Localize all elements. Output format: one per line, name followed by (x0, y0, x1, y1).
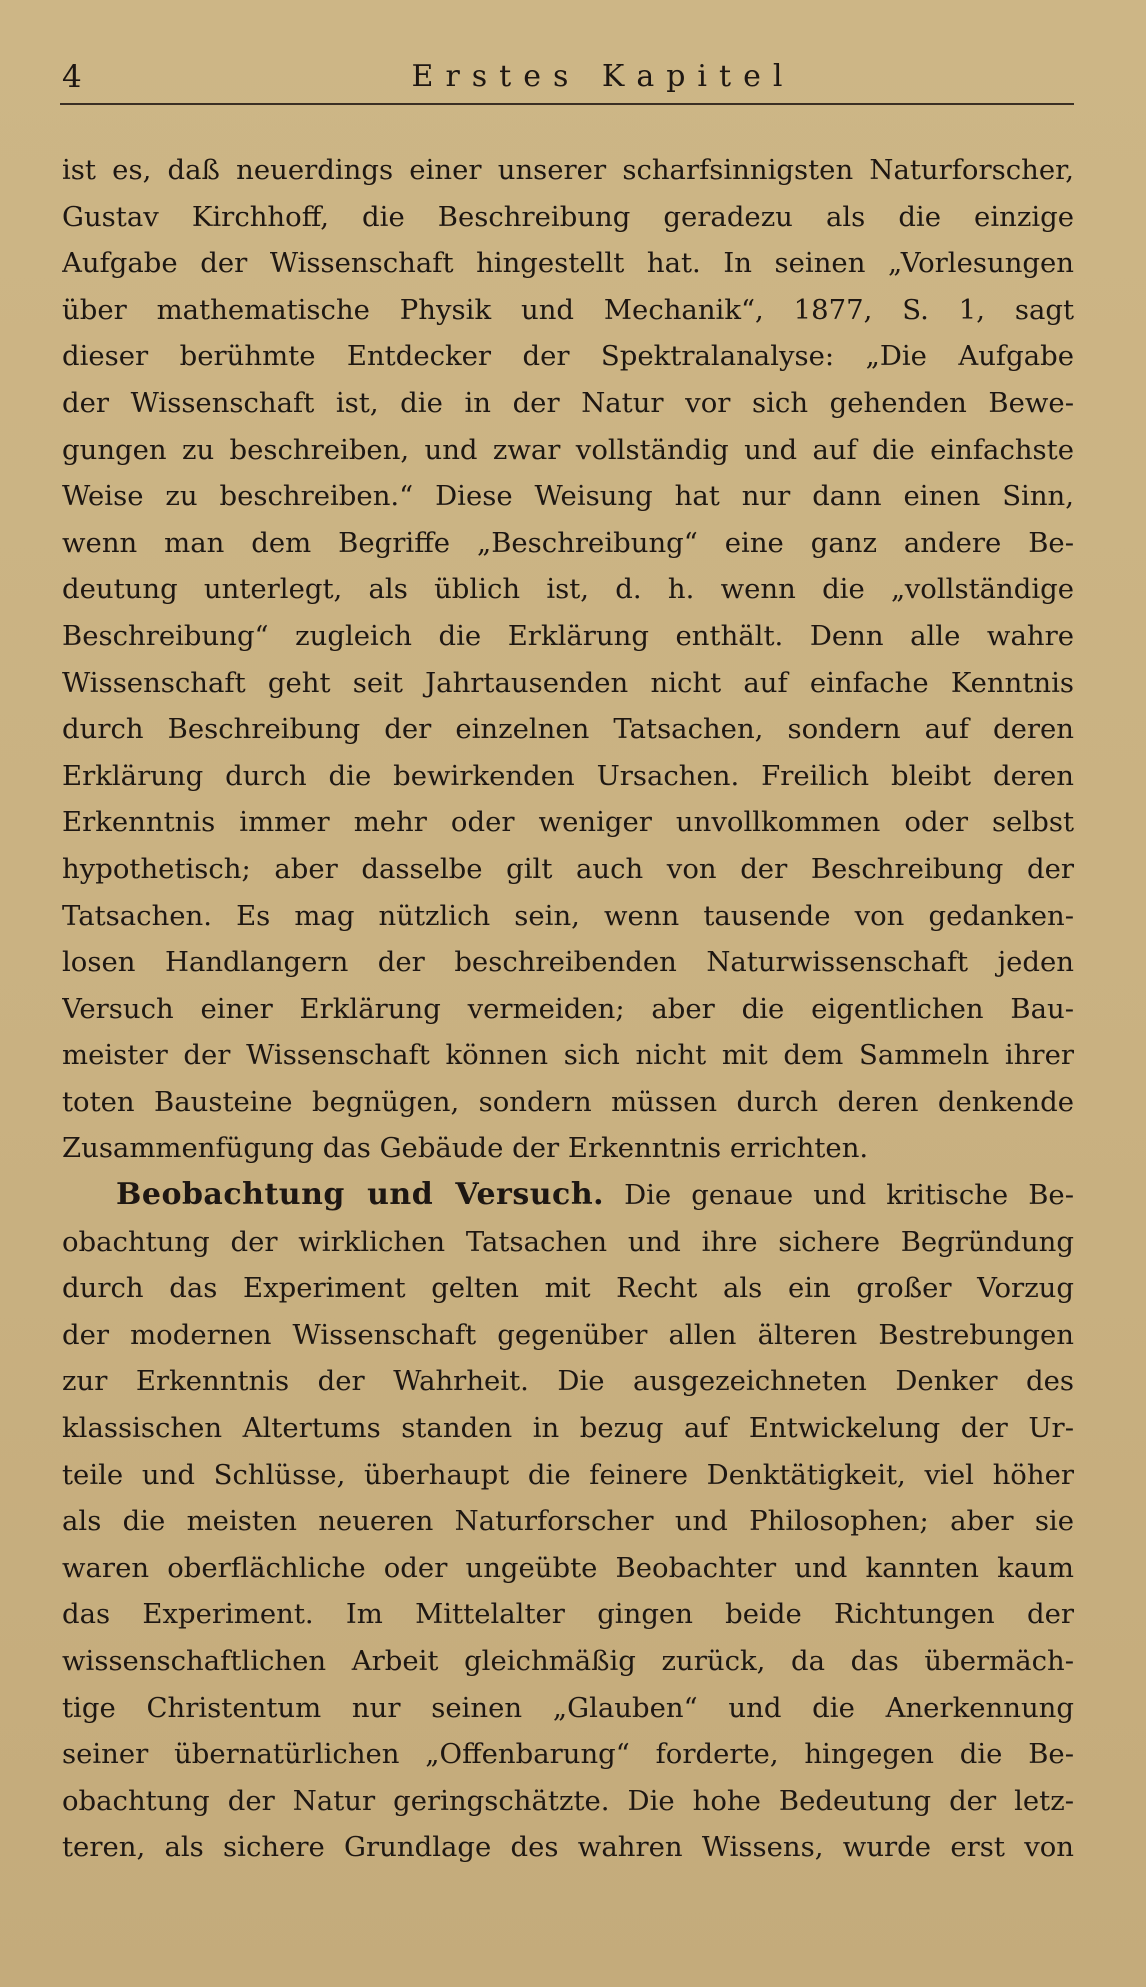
text-line: durch Beschreibung der einzelnen Tatsachen, sondern auf deren (62, 713, 1074, 746)
text-line: Tatsachen. Es mag nützlich sein, wenn tausende von gedanken- (62, 899, 1074, 932)
text-line: Versuch einer Erklärung vermeiden; aber die eigentlichen Bau- (62, 992, 1074, 1025)
text-line: obachtung der Natur geringschätzte. Die hohe Bedeutung der letz- (62, 1784, 1074, 1817)
text-line: ist es, daß neuerdings einer unserer scharfsinnigsten Naturforscher, (62, 154, 1074, 186)
text-line: Erkenntnis immer mehr oder weniger unvollkommen oder selbst (62, 806, 1074, 839)
text-line: dieser berühmte Entdecker der Spektralanalyse: „Die Aufgabe (62, 340, 1074, 373)
text-line: toten Bausteine begnügen, sondern müssen durch deren denkende (62, 1085, 1074, 1118)
running-head (62, 58, 1074, 102)
text-line: deutung unterlegt, als üblich ist, d. h. wenn die „vollständige (62, 573, 1074, 606)
text-line: der modernen Wissenschaft gegenüber allen älteren Bestrebungen (62, 1318, 1074, 1351)
text-line: meister der Wissenschaft können sich nicht mit dem Sammeln ihrer (62, 1039, 1074, 1072)
text-line: durch das Experiment gelten mit Recht als ein großer Vorzug (62, 1272, 1074, 1305)
text-line: losen Handlangern der beschreibenden Naturwissenschaft jeden (62, 946, 1074, 979)
page-number: 4 (62, 59, 82, 95)
text-line: seiner übernatürlichen „Offenbarung“ forderte, hingegen die Be- (62, 1738, 1074, 1771)
text-line: klassischen Altertums standen in bezug auf Entwickelung der Ur- (62, 1412, 1074, 1445)
text-line: teile und Schlüsse, überhaupt die feinere Denktätigkeit, viel höher (62, 1458, 1074, 1491)
text-line: wissenschaftlichen Arbeit gleichmäßig zurück, da das übermäch- (62, 1645, 1074, 1677)
text-line: Die genaue und kritische Be- (624, 1179, 1074, 1212)
text-line: Wissenschaft geht seit Jahrtausenden nicht auf einfache Kenntnis (62, 666, 1074, 699)
text-line: waren oberflächliche oder ungeübte Beobachter und kannten kaum (62, 1551, 1074, 1584)
text-line: der Wissenschaft ist, die in der Natur vor sich gehenden Bewe- (62, 386, 1074, 419)
text-line: Gustav Kirchhoff, die Beschreibung geradezu als die einzige (62, 200, 1074, 233)
text-line: wenn man dem Begriffe „Beschreibung“ eine ganz andere Be- (62, 526, 1074, 559)
text-line: hypothetisch; aber dasselbe gilt auch von der Beschreibung der (62, 852, 1074, 885)
text-line: tige Christentum nur seinen „Glauben“ und die Anerkennung (62, 1691, 1074, 1724)
text-line: Beschreibung“ zugleich die Erklärung enthält. Denn alle wahre (62, 619, 1074, 652)
text-line: teren, als sichere Grundlage des wahren Wissens, wurde erst von (62, 1831, 1074, 1864)
text-line: als die meisten neueren Naturforscher und Philosophen; aber sie (62, 1505, 1074, 1538)
text-line: Zusammenfügung das Gebäude der Erkenntnis errichten. (62, 1132, 869, 1165)
text-line: über mathematische Physik und Mechanik“, 1877, S. 1, sagt (62, 293, 1074, 326)
text-line: Weise zu beschreiben.“ Diese Weisung hat nur dann einen Sinn, (62, 480, 1074, 513)
header-rule (60, 103, 1074, 105)
text-line: Erklärung durch die bewirkenden Ursachen. Freilich bleibt deren (62, 759, 1074, 792)
text-line: Aufgabe der Wissenschaft hingestellt hat. In seinen „Vorlesungen (62, 247, 1074, 280)
text-line: zur Erkenntnis der Wahrheit. Die ausgezeichneten Denker des (62, 1365, 1074, 1398)
section-heading: Beobachtung und Versuch. (116, 1177, 605, 1213)
text-line: obachtung der wirklichen Tatsachen und ihre sichere Begründung (62, 1225, 1074, 1258)
text-line: gungen zu beschreiben, und zwar vollständig und auf die einfachste (62, 433, 1074, 466)
body-text (62, 147, 1074, 1871)
chapter-title: Erstes Kapitel (411, 59, 795, 94)
text-line: das Experiment. Im Mittelalter gingen beide Richtungen der (62, 1598, 1074, 1631)
paragraph-opening-line (62, 1172, 1074, 1219)
